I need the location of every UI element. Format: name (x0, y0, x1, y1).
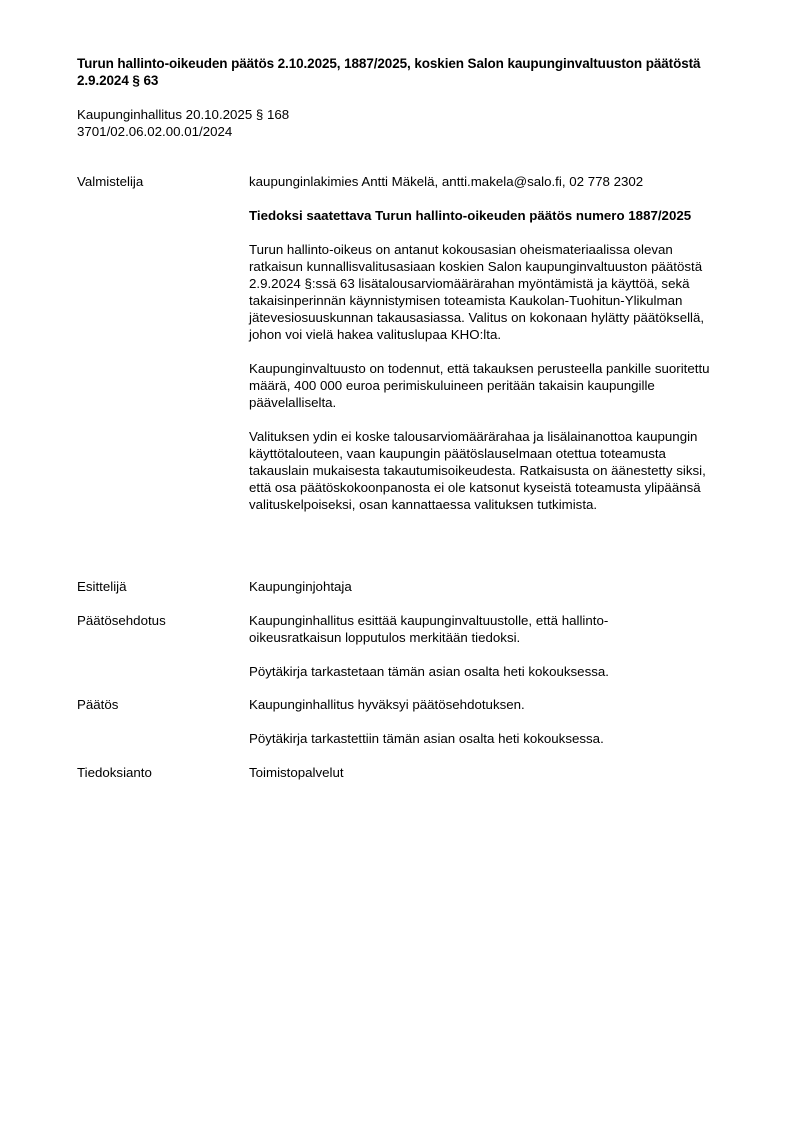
proposal-content (249, 612, 649, 680)
presenter-value: Kaupunginjohtaja (249, 579, 352, 594)
paragraph: Kaupunginvaltuusto on todennut, että takauksen perusteella pankille suoritettu määrä, 400 000 euroa perimiskuluineen peritään takaisin kaupungille päävelalliselta. (249, 361, 710, 410)
document-title: Turun hallinto-oikeuden päätös 2.10.2025, 1887/2025, koskien Salon kaupunginvaltuuston päätöstä 2.9.2024 § 63 (77, 56, 701, 88)
section-subheading: Tiedoksi saatettava Turun hallinto-oikeuden päätös numero 1887/2025 (249, 208, 692, 223)
notification-label: Tiedoksianto (77, 765, 152, 780)
paragraph: Pöytäkirja tarkastettiin tämän asian osalta heti kokouksessa. (249, 731, 604, 746)
paragraph: Kaupunginhallitus hyväksyi päätösehdotuksen. (249, 697, 525, 712)
decision-content (249, 696, 729, 747)
preparer-content (249, 173, 729, 513)
paragraph: Kaupunginhallitus esittää kaupunginvaltuustolle, että hallinto-oikeusratkaisun lopputulos merkitään tiedoksi. (249, 613, 609, 645)
meeting-reference: Kaupunginhallitus 20.10.2025 § 168 (77, 107, 290, 122)
paragraph: Valituksen ydin ei koske talousarviomäärärahaa ja lisälainanottoa kaupungin käyttötalouteen, vaan kaupungin päätöslauselmaan otettua toteamusta takauslain mukaisesta takautumisoikeudesta. Ratkaisusta on äänestetty siksi, että osa päätöskokoonpanosta ei ole katsonut kyseistä toteamusta ylipäänsä valituskelpoiseksi, osan kannattaessa valituksen tutkimista. (249, 429, 706, 512)
preparer-label: Valmistelija (77, 174, 144, 189)
decision-label: Päätös (77, 697, 119, 712)
proposal-label: Päätösehdotus (77, 613, 166, 628)
meeting-info (77, 106, 289, 140)
notification-value: Toimistopalvelut (249, 765, 344, 780)
paragraph: Pöytäkirja tarkastetaan tämän asian osalta heti kokouksessa. (249, 664, 609, 679)
preparer-value: kaupunginlakimies Antti Mäkelä, antti.makela@salo.fi, 02 778 2302 (249, 174, 644, 189)
record-id: 3701/02.06.02.00.01/2024 (77, 124, 233, 139)
paragraph: Turun hallinto-oikeus on antanut kokousasian oheismateriaalissa olevan ratkaisun kunnallisvalitusasiaan koskien Salon kaupunginvaltuuston päätöstä 2.9.2024 §:ssä 63 lisätalousarviomäärärahan myöntämistä ja käyttöä, sekä takaisinperinnän käynnistymisen toteamista Kaukolan-Tuohitun-Ylikulman jätevesiosuuskunnan takausasiassa. Valitus on kokonaan hylätty päätöksellä, johon voi vielä hakea valituslupaa KHO:lta. (249, 242, 705, 342)
presenter-label: Esittelijä (77, 579, 127, 594)
